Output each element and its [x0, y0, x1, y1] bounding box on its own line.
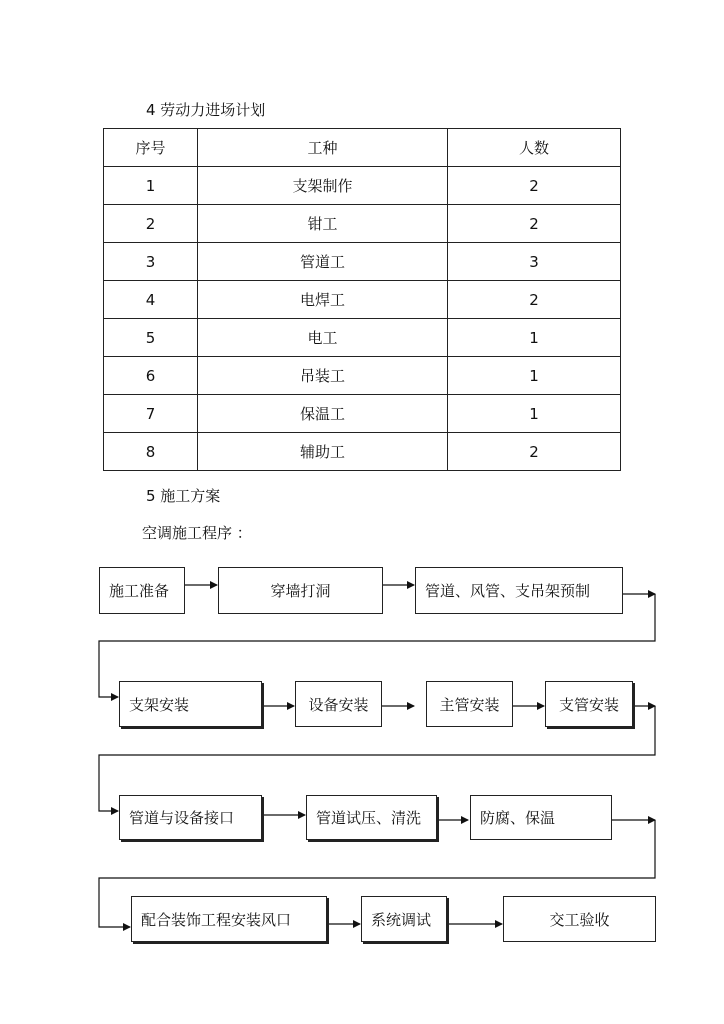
flow-step-support-install: 支架安装 — [119, 681, 262, 727]
cell-count: 1 — [448, 357, 621, 395]
flow-step-anticorrosion-insulation: 防腐、保温 — [470, 795, 612, 840]
cell-trade: 电工 — [198, 319, 448, 357]
cell-seq: 2 — [104, 205, 198, 243]
flow-step-handover-acceptance: 交工验收 — [503, 896, 656, 942]
cell-count: 1 — [448, 319, 621, 357]
flow-step-preparation: 施工准备 — [99, 567, 185, 614]
flow-step-wall-drilling: 穿墙打洞 — [218, 567, 383, 614]
flow-step-equipment-install: 设备安装 — [295, 681, 382, 727]
cell-seq: 4 — [104, 281, 198, 319]
column-header-trade: 工种 — [198, 129, 448, 167]
section5-title: 5 施工方案 — [146, 487, 221, 505]
cell-count: 2 — [448, 433, 621, 471]
cell-seq: 1 — [104, 167, 198, 205]
cell-trade: 管道工 — [198, 243, 448, 281]
cell-trade: 保温工 — [198, 395, 448, 433]
cell-trade: 吊装工 — [198, 357, 448, 395]
cell-seq: 6 — [104, 357, 198, 395]
flow-step-branch-pipe-install: 支管安装 — [545, 681, 633, 727]
column-header-count: 人数 — [448, 129, 621, 167]
cell-count: 1 — [448, 395, 621, 433]
cell-seq: 5 — [104, 319, 198, 357]
column-header-seq: 序号 — [104, 129, 198, 167]
cell-trade: 支架制作 — [198, 167, 448, 205]
cell-trade: 辅助工 — [198, 433, 448, 471]
section5-subtitle: 空调施工程序 ： — [142, 524, 252, 542]
flow-step-air-outlet-install: 配合装饰工程安装风口 — [131, 896, 327, 942]
flow-step-pipe-equipment-connection: 管道与设备接口 — [119, 795, 262, 840]
cell-count: 3 — [448, 243, 621, 281]
cell-seq: 8 — [104, 433, 198, 471]
flow-step-prefabrication: 管道、风管、支吊架预制 — [415, 567, 623, 614]
cell-trade: 电焊工 — [198, 281, 448, 319]
cell-trade: 钳工 — [198, 205, 448, 243]
cell-count: 2 — [448, 281, 621, 319]
flow-step-main-pipe-install: 主管安装 — [426, 681, 513, 727]
cell-count: 2 — [448, 205, 621, 243]
cell-count: 2 — [448, 167, 621, 205]
cell-seq: 3 — [104, 243, 198, 281]
flow-step-pressure-test-cleaning: 管道试压、清洗 — [306, 795, 437, 840]
cell-seq: 7 — [104, 395, 198, 433]
section4-title: 4 劳动力进场计划 — [146, 101, 266, 119]
flow-step-system-commissioning: 系统调试 — [361, 896, 447, 942]
